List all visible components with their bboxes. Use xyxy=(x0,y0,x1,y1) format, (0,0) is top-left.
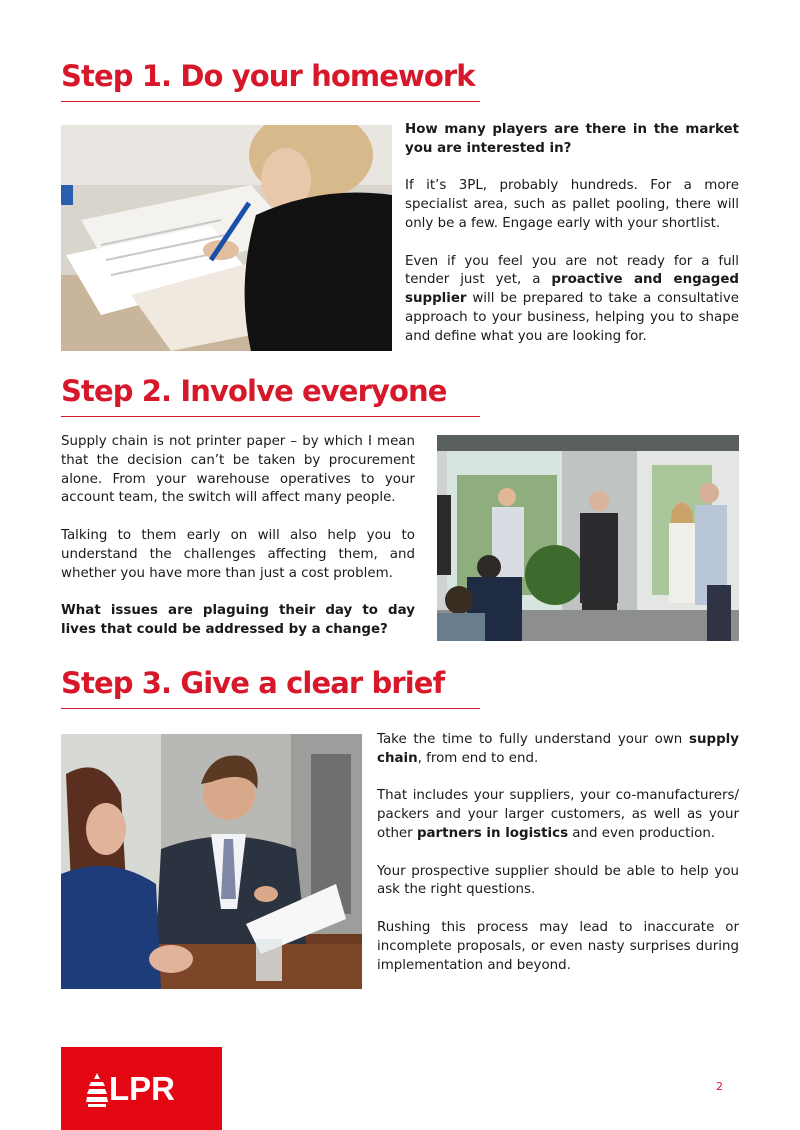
step1-rule xyxy=(61,101,480,102)
step3-para2 xyxy=(377,787,739,843)
page-number: 2 xyxy=(716,1080,723,1093)
step3-para2-start: That includes your suppliers, your co-manufacturers/ packers and your larger customers, as well as your other xyxy=(377,788,739,841)
step3-para3: Your prospective supplier should be able to help you ask the right questions. xyxy=(377,863,739,898)
lpr-logo xyxy=(61,1047,222,1130)
step3-para1 xyxy=(377,731,739,769)
logo-text: LPR xyxy=(109,1070,175,1107)
step1-text xyxy=(405,121,739,347)
step1-para2-start: Even if you feel you are not ready for a full tender just yet, a xyxy=(405,253,739,288)
step1-para2-emphasis: proactive and engaged supplier xyxy=(405,272,739,307)
step1-para1: If it’s 3PL, probably hundreds. For a more specialist area, such as pallet pooling, there will only be a few. Engage early with your shortlist. xyxy=(405,178,739,231)
step2-para2: Talking to them early on will also help you to understand the challenges affecting them, and whether you have more than just a cost problem. xyxy=(61,527,415,581)
step3-photo-business-discussion xyxy=(61,734,362,989)
step1-para2 xyxy=(405,253,739,347)
pallet-stack-icon xyxy=(86,1073,108,1107)
step3-rule xyxy=(61,708,480,709)
step3-para1-end: , from end to end. xyxy=(417,750,539,766)
step3-text xyxy=(377,731,739,975)
step3-para1-start: Take the time to fully understand your own xyxy=(377,732,689,747)
step3-para1-emphasis: supply chain xyxy=(377,732,739,766)
step2-photo-office-meeting xyxy=(437,435,739,641)
step1-question: How many players are there in the market you are interested in? xyxy=(405,122,739,156)
step1-para2-end: will be prepared to take a consultative approach to your business, helping you to shape and define what you are looking for. xyxy=(405,291,739,344)
step3-para2-end: and even production. xyxy=(568,825,716,841)
step3-para2-emphasis: partners in logistics xyxy=(416,825,569,841)
step3-para4: Rushing this process may lead to inaccurate or incomplete proposals, or even nasty surprises during implementation and beyond. xyxy=(377,919,739,973)
step2-text xyxy=(61,433,415,640)
step1-title: Step 1. Do your homework xyxy=(61,59,475,93)
step2-question: What issues are plaguing their day to day lives that could be addressed by a change? xyxy=(61,603,415,637)
step3-title: Step 3. Give a clear brief xyxy=(61,666,445,700)
step2-para1: Supply chain is not printer paper – by which I mean that the decision can’t be taken by procurement alone. From your warehouse operatives to your account team, the switch will affect many people. xyxy=(61,434,415,506)
step1-photo-writing-notes xyxy=(61,125,392,351)
step2-rule xyxy=(61,416,480,417)
step2-title: Step 2. Involve everyone xyxy=(61,374,447,408)
